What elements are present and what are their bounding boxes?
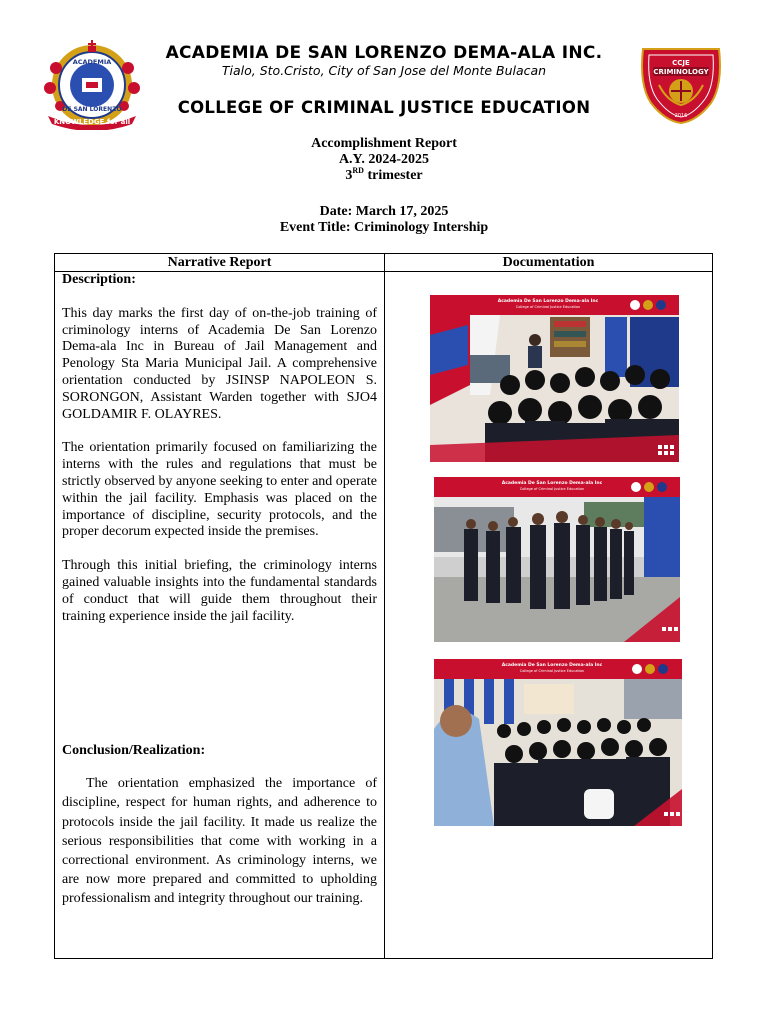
svg-text:Academia De San Lorenzo Dema-a: Academia De San Lorenzo Dema-ala Inc [497, 299, 599, 304]
institution-address: Tialo, Sto.Cristo, City of San Jose del Monte Bulacan [221, 63, 547, 78]
svg-text:CRIMINOLOGY: CRIMINOLOGY [653, 68, 709, 76]
criminology-shield-icon [637, 45, 725, 125]
svg-text:College of Criminal Justice Ed: College of Criminal Justice Education [515, 305, 581, 309]
report-table [54, 253, 713, 959]
svg-text:DE SAN LORENZO: DE SAN LORENZO [62, 106, 122, 113]
documentation-photo-orientation [430, 295, 679, 462]
documentation-photo-briefing [434, 659, 682, 826]
documentation-header: Documentation [502, 255, 595, 270]
svg-text:KNOWLEDGE for all: KNOWLEDGE for all [53, 118, 131, 126]
column-divider [384, 254, 385, 958]
institution-name: ACADEMIA DE SAN LORENZO DEMA-ALA INC. [165, 43, 603, 63]
documentation-photo-formation [434, 477, 680, 642]
svg-text:College of Criminal Justice Ed: College of Criminal Justice Education [519, 487, 585, 491]
academic-year: A.Y. 2024-2025 [338, 152, 430, 167]
narrative-header: Narrative Report [167, 255, 272, 270]
svg-text:Academia De San Lorenzo Dema-a: Academia De San Lorenzo Dema-ala Inc [501, 663, 603, 668]
event-date: Date: March 17, 2025 [319, 204, 449, 219]
event-title: Event Title: Criminology Intership [279, 220, 489, 235]
conclusion-label: Conclusion/Realization: [62, 743, 206, 758]
narrative-report [62, 272, 377, 625]
description-label: Description: [62, 272, 136, 287]
conclusion-section [62, 741, 377, 909]
trimester-suffix: RD [352, 166, 364, 175]
narrative-paragraph: Through this initial briefing, the criminology interns gained valuable insights into the fundamental standards of conduct that will guide them throughout their training experience inside the jail facility. [62, 558, 377, 624]
svg-text:College of Criminal Justice Ed: College of Criminal Justice Education [519, 669, 585, 673]
narrative-paragraph: The orientation primarily focused on familiarizing the interns with the rules and regulations that must be strictly observed by anyone seeking to enter and operate within the jail facility. Emphasis was placed on the importance of discipline, security protocols, and the proper decorum expected inside the premises. [62, 440, 377, 540]
trimester-number: 3 [345, 168, 353, 183]
report-title-block [0, 136, 768, 184]
event-info [0, 204, 768, 236]
trimester [0, 168, 768, 184]
report-title: Accomplishment Report [311, 136, 457, 151]
conclusion-text: The orientation emphasized the importance of discipline, respect for human rights, and adherence to protocols inside the jail facility. It made us realize the serious responsibilities that come with working in a correctional environment. As criminology interns, we are now more prepared and committed to upholding professionalism and integrity throughout our training. [62, 776, 377, 907]
narrative-paragraph: This day marks the first day of on-the-job training of criminology interns of Academia De San Lorenzo Dema-ala Inc in Bureau of Jail Management and Penology Sta Maria Municipal Jail. A comprehensive orientation conducted by JSINSP NAPOLEON S. SORONGON, Assistant Warden together with SJO4 GOLDAMIR F. OLAYRES. [62, 305, 377, 422]
svg-text:2016: 2016 [674, 113, 688, 119]
svg-text:ACADEMIA: ACADEMIA [72, 58, 112, 66]
trimester-word: trimester [363, 168, 423, 183]
svg-text:CCJE: CCJE [672, 59, 690, 67]
svg-text:Academia De San Lorenzo Dema-a: Academia De San Lorenzo Dema-ala Inc [501, 481, 603, 486]
college-name: COLLEGE OF CRIMINAL JUSTICE EDUCATION [177, 98, 591, 117]
